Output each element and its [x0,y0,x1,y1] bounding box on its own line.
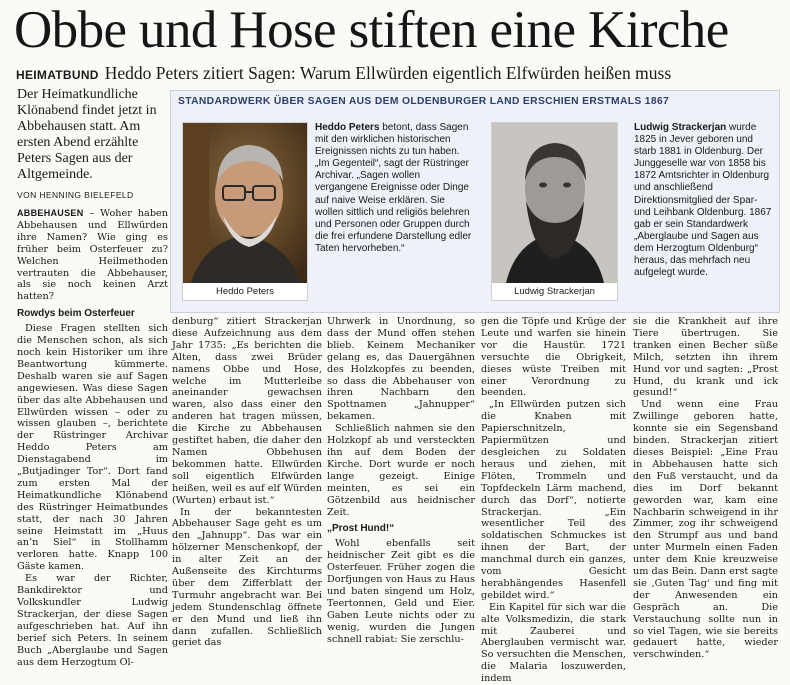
strackerjan-description: Ludwig Strackerjan wurde 1825 in Jever geboren und starb 1881 in Oldenburg. Der Junggeselle war von 1858 bis 1872 Amtsrichter in Oldenburg und anschließend Direktionsmitglied der Spar- und Leihbank Oldenburg. 1867 gab er sein Standardwerk „Aberglaube und Sagen aus dem Herzogtum Oldenburg“ heraus, das mehrfach neu aufgelegt wurde. [634,122,772,279]
subheadline [16,63,786,83]
column-1-paragraph: Es war der Richter, Bankdirektor und Volkskundler Ludwig Strackerjan, der diese Sagen aufgeschrieben hat. Auf ihn berief sich Peters. In seinem Buch „Aberglaube und Sagen aus dem Herzogtum Ol- [17,573,168,668]
peters-name: Heddo Peters [315,122,380,133]
article-column-2 [172,316,322,649]
photo-heddo-peters [182,122,308,301]
headline: Obbe und Hose stiften eine Kirche [14,1,729,59]
column-2-paragraph: denburg“ zitiert Strackerjan diese Aufzeichnung aus dem Jahr 1735: „Es berichten die Alten, dass zwei Brüder namens Obbe und Hose, welche im Mutterleibe aneinander gewachsen waren, also dass einer den anderen hat tragen müssen, die Kirche zu Abbehausen gestiftet haben, die daher den Namen Obbehusen bekommen hatte. Ellwürden soll eigentlich Elfwürden heißen, weil es auf elf Würden (Wurten) erbaut ist.“ [172,316,322,506]
article-column-5 [633,316,778,661]
photo-caption: Ludwig Strackerjan [514,286,595,297]
byline: VON HENNING BIELEFELD [17,190,134,200]
column-3-paragraph: Uhrwerk in Unordnung, so dass der Mund offen stehen blieb. Keinem Mechaniker gelang es, das Dauergähnen des Holzkopfes zu beenden, so dass die Abbehauser von ihren Nachbarn den Spottnamen „Jahnupper“ bekamen. [327,316,475,423]
column-1-paragraph: Diese Fragen stellten sich die Menschen schon, als sich noch kein Historiker um ihre Beantwortung kümmerte. Deshalb waren sie auf Sagen angewiesen. Was diese Sagen über das alte Abbehausen und Ellwürden wissen – oder zu wissen glauben –, berichtete der Rüstringer Archivar Heddo Peters am Dienstagabend im „Butjadinger Tor“. Dort fand zum ersten Mal der Heimatkundliche Klönabend des Rüstringer Heimatbundes statt, der nach 30 Jahren seine Heimstatt im „Huus an’n Siel“ in Stollhamm verloren hatte. Knapp 100 Gäste kamen. [17,323,168,573]
column-3-paragraph: Wohl ebenfalls seit heidnischer Zeit gibt es die Osterfeuer. Früher zogen die Dorfjungen von Haus zu Haus und baten singend um Holz, Teertonnen, Geld und Eier. Gaben Leute nichts oder zu wenig, wurden die Jungen schnell rabiat: Sie zerschlu- [327,538,475,645]
peters-description: Heddo Peters betont, dass Sagen mit den wirklichen historischen Ereignissen nichts zu tun haben. „Im Gegenteil“, sagt der Rüstringer Archivar. „Sagen wollen vergangene Ereignisse oder Dinge auf naive Weise erklären. Sie wollen sittlich und religiös belehren und Personen oder Gruppen durch die frei erfundene Darstellung edler Taten hervorheben.“ [315,122,472,254]
column-5-paragraph: Und wenn eine Frau Zwillinge geboren hatte, konnte sie ein Segensband binden. Strackerjan zitiert dieses Beispiel: „Eine Frau in Abbehausen hatte sich den Fuß verstaucht, und da dies im Dorf bekannt geworden war, kam eine Nachbarin schweigend in ihr Zimmer, zog ihr schweigend den Strumpf aus und band unter Murmeln einen Faden unter dem Knie kreuzweise um das Bein. Dann erst sagte sie ‚Guten Tag‘ und fing mit der Anwesenden ein Gespräch an. Die Verstauchung sollte nun in so viel Tagen, wie sie bereits gedauert hatte, wieder verschwinden.“ [633,399,778,661]
strackerjan-name: Ludwig Strackerjan [634,122,727,133]
info-box [170,90,780,313]
column-3-paragraph: Schließlich nahmen sie den Holzkopf ab und versteckten ihn auf dem Boden der Kirche. Dort wurde er noch lange gezeigt. Einige meinten, es sei ein Götzenbild aus heidnischer Zeit. [327,423,475,518]
portrait-strackerjan-image [492,123,617,283]
column-1-lead-paragraph: ABBEHAUSEN – Woher haben Abbehausen und Ellwürden ihre Namen? Wie ging es früher beim Osterfeuer zu? Welchen Heilmethoden vertrauten die Abbehauser, als sie noch keinen Arzt hatten? [17,208,168,303]
dateline: ABBEHAUSEN [17,208,84,218]
article-column-3 [327,316,475,645]
column-4-paragraph: „In Ellwürden putzen sich die Knaben mit Papierschnitzeln, Papiermützen und desgleichen zu Soldaten heraus und ziehen, mit Flöten, Trommeln und Topfdeckeln Lärm machend, durch das Dorf“, notierte Strackerjan. „Ein wesentlicher Teil des soldatischen Schmuckes ist ihnen der Bart, der manchmal durch ein ganzes, vom Gesicht herabhängendes Hasenfell gebildet wird.“ [481,399,626,601]
subheadline-text: Heddo Peters zitiert Sagen: Warum Ellwürden eigentlich Elfwürden heißen muss [104,63,672,83]
column-4-paragraph: gen die Töpfe und Krüge der Leute und warfen sie hinein vor die Haustür. 1721 versuchte die Obrigkeit, dieses wüste Treiben mit einer Verordnung zu beenden. [481,316,626,399]
section-tag: HEIMATBUND [16,68,99,82]
column-4-paragraph: Ein Kapitel für sich war die alte Volksmedizin, die stark mit Zauberei und Aberglauben vermischt war. So versuchten die Menschen, die Malaria loszuwerden, indem [481,601,626,685]
column-5-paragraph: sie die Krankheit auf ihre Tiere übertrugen. Sie tranken einen Becher süße Milch, setzten ihn ihrem Hund vor und sagten: „Prost Hund, du krank und ick gesund!“ [633,316,778,399]
subheading-prost-hund: „Prost Hund!“ [327,523,395,535]
subheading-rowdys: Rowdys beim Osterfeuer [17,308,135,320]
portrait-peters-image [183,123,307,283]
article-column-1 [17,208,168,668]
photo-caption: Heddo Peters [215,286,275,297]
column-2-paragraph: In der bekanntesten Abbehauser Sage geht es um den „Jahnupp“. Das war ein hölzerner Menschenkopf, der in alter Zeit an der Außenseite des Kirchturms über dem Zifferblatt der Turmuhr angebracht war. Bei jedem Stundenschlag öffnete er den Mund und ließ ihn dann zufallen. Schließlich geriet das [172,506,322,649]
article-column-4 [481,316,626,685]
info-box-title: STANDARDWERK ÜBER SAGEN AUS DEM OLDENBURGER LAND ERSCHIEN ERSTMALS 1867 [178,96,670,107]
teaser: Der Heimatkundliche Klönabend findet jetzt in Abbehausen statt. Am ersten Abend erzählte Peters Sagen aus der Altgemeinde. [17,87,157,182]
photo-ludwig-strackerjan [491,122,618,301]
